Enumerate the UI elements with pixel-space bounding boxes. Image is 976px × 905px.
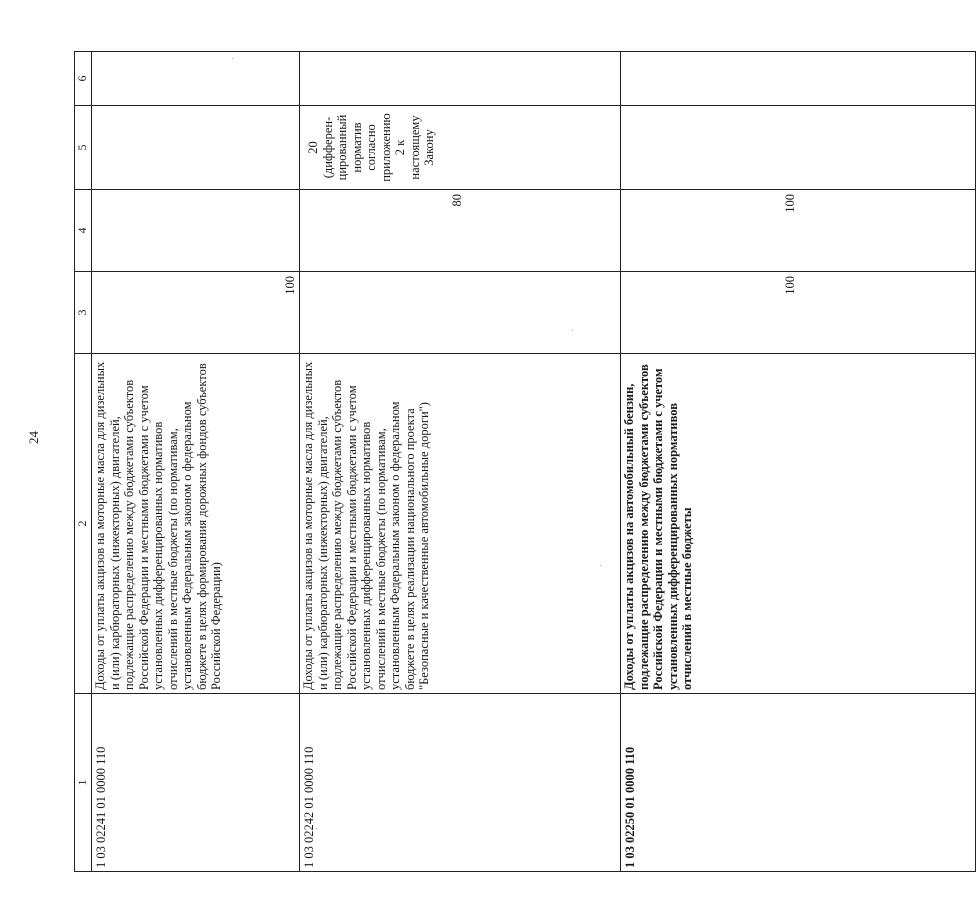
- budget-code-cell: 1 03 02242 01 0000 110: [300, 694, 621, 872]
- revenue-name-cell: Доходы от уплаты акцизов на автомобильный бензин, подлежащие распределению между бюджетами субъектов Российской Федерации и местными бюджетами с учетом установленных дифференцированных нормативов отчислений в местные бюджеты: [621, 354, 976, 694]
- header-cell: 2: [75, 354, 92, 694]
- value-cell: 100: [621, 190, 976, 272]
- header-cell: 1: [75, 694, 92, 872]
- scan-speck: [572, 330, 573, 331]
- table-row: [300, 52, 621, 872]
- value-cell: [621, 106, 976, 190]
- revenue-name-cell: Доходы от уплаты акцизов на моторные масла для дизельных и (или) карбюраторных (инжекторных) двигателей, подлежащие распределению между бюджетами субъектов Российской Федерации и местными бюджетами с учетом установленных дифференцированных нормативов отчислений в местные бюджеты (по нормативам, установленным Федеральным законом о федеральном бюджете в целях реализации национального проекта "Безопасные и качественные автомобильные дороги"): [300, 354, 621, 694]
- value-cell: [300, 52, 621, 106]
- value-cell: [621, 52, 976, 106]
- table-row: [621, 52, 976, 872]
- budget-code-cell: 1 03 02250 01 0000 110: [621, 694, 976, 872]
- scan-speck: [232, 58, 233, 59]
- header-cell: 5: [75, 106, 92, 190]
- value-cell: [92, 190, 300, 272]
- scan-speck: [600, 565, 601, 566]
- revenue-name-cell: Доходы от уплаты акцизов на моторные масла для дизельных и (или) карбюраторных (инжекторных) двигателей, подлежащие распределению между бюджетами субъектов Российской Федерации и местными бюджетами с учетом установленных дифференцированных нормативов отчислений в местные бюджеты (по нормативам, установленным Федеральным законом о федеральном бюджете в целях формирования дорожных фондов субъектов Российской Федерации): [92, 354, 300, 694]
- revenue-table: [74, 52, 797, 872]
- header-cell: 6: [75, 52, 92, 106]
- value-cell: 100: [92, 272, 300, 354]
- budget-code-cell: 1 03 02241 01 0000 110: [92, 694, 300, 872]
- value-cell: [92, 106, 300, 190]
- header-row: [75, 52, 92, 872]
- page-number: 24: [26, 431, 41, 444]
- value-cell: 80: [300, 190, 621, 272]
- header-cell: 3: [75, 272, 92, 354]
- value-cell: 20 (дифферен-цированный норматив согласно приложению 2 к настоящему Закону: [300, 106, 621, 190]
- value-cell: [92, 52, 300, 106]
- table-row: [92, 52, 300, 872]
- value-cell: 100: [621, 272, 976, 354]
- value-cell: [300, 272, 621, 354]
- header-cell: 4: [75, 190, 92, 272]
- scan-speck: [316, 828, 317, 829]
